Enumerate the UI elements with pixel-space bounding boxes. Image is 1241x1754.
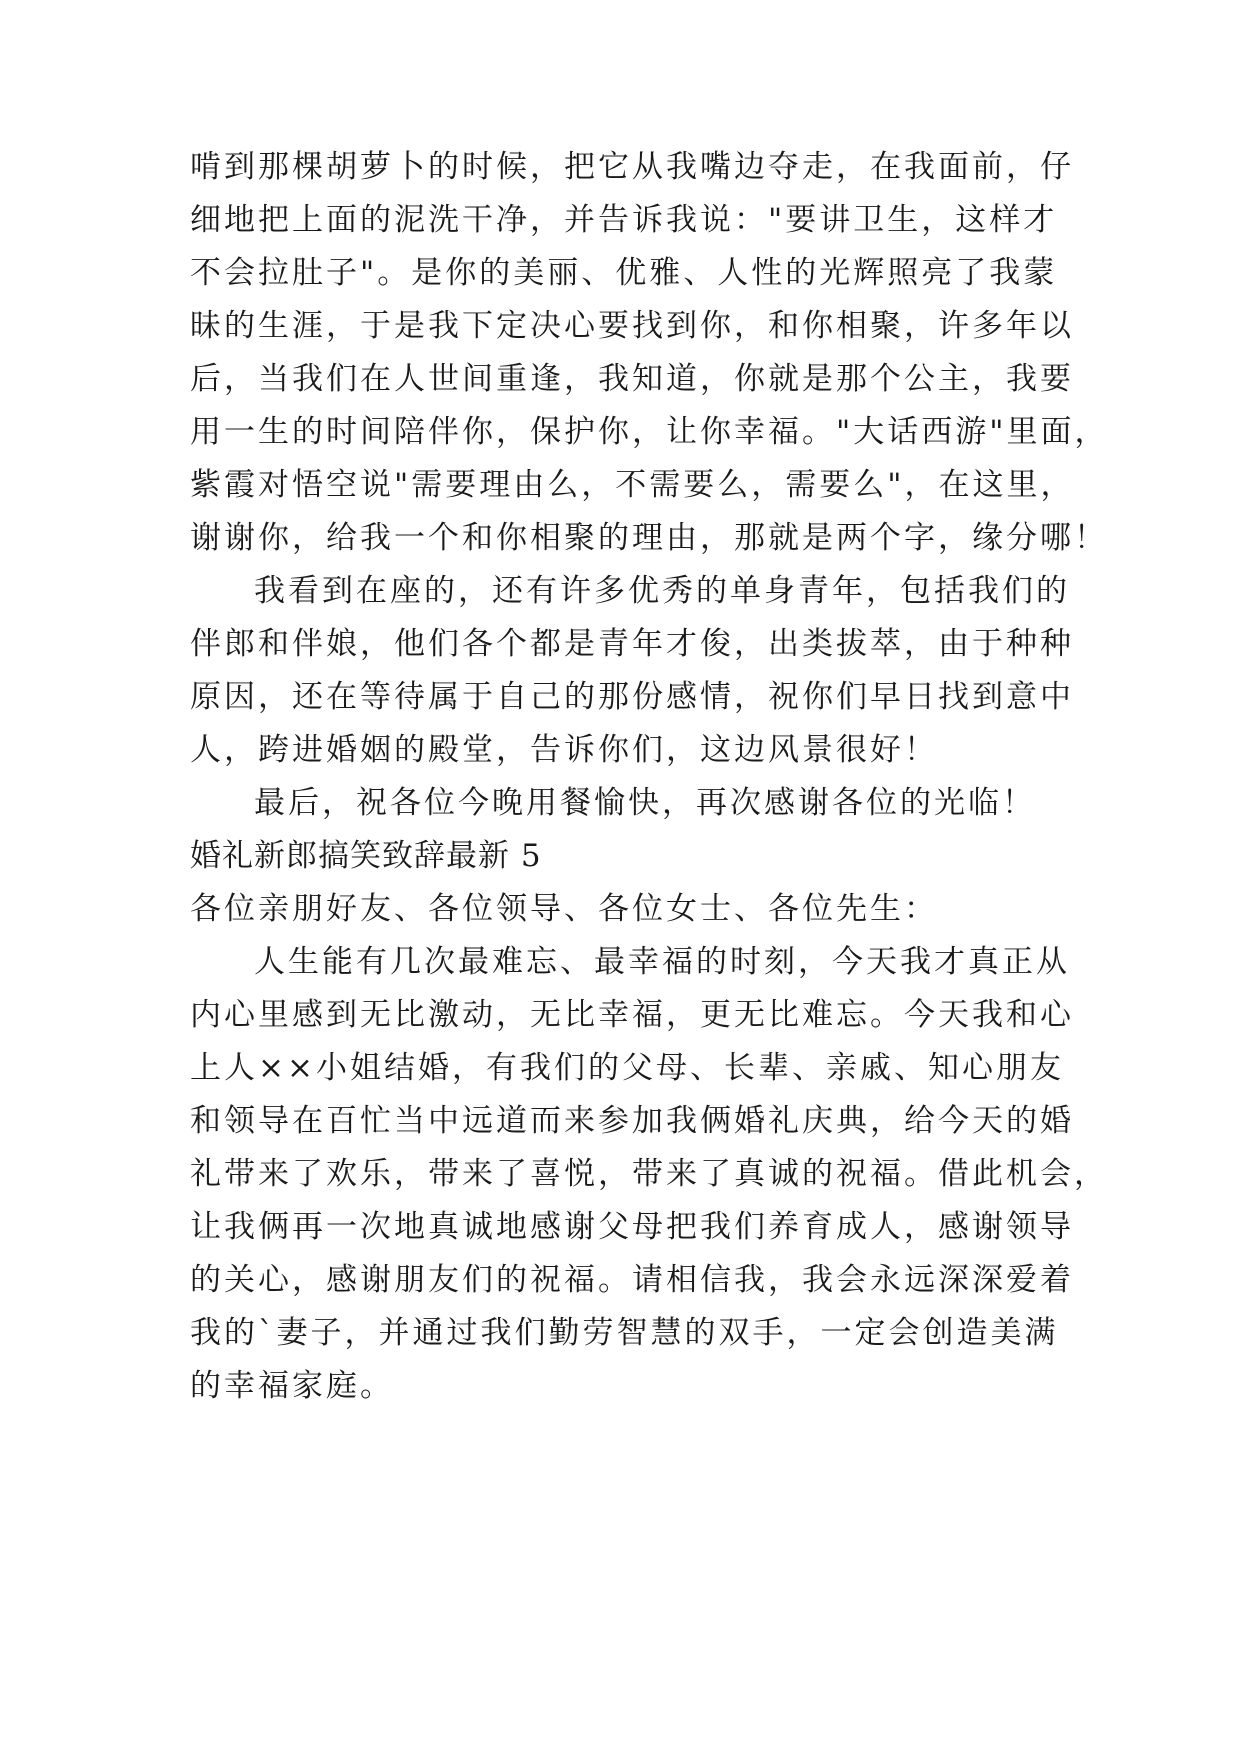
paragraph-line: 的幸福家庭。	[190, 1368, 394, 1404]
paragraph-line: 最后，祝各位今晚用餐愉快，再次感谢各位的光临！	[254, 785, 1036, 821]
paragraph-line: 我看到在座的，还有许多优秀的单身青年，包括我们的	[254, 573, 1070, 609]
paragraph-line: 用一生的时间陪伴你，保护你，让你幸福。"大话西游"里面，	[190, 414, 1109, 450]
paragraph-line: 不会拉肚子"。是你的美丽、优雅、人性的光辉照亮了我蒙	[190, 255, 1058, 291]
salutation-line: 各位亲朋好友、各位领导、各位女士、各位先生：	[190, 891, 938, 927]
paragraph-line: 人，跨进婚姻的殿堂，告诉你们，这边风景很好！	[190, 732, 938, 768]
paragraph-line: 细地把上面的泥洗干净，并告诉我说："要讲卫生，这样才	[190, 202, 1058, 238]
paragraph-line: 人生能有几次最难忘、最幸福的时刻，今天我才真正从	[254, 944, 1070, 980]
paragraph-line: 的关心，感谢朋友们的祝福。请相信我，我会永远深深爱着	[190, 1262, 1074, 1298]
paragraph-line: 谢谢你，给我一个和你相聚的理由，那就是两个字，缘分哪！	[190, 520, 1108, 556]
paragraph-line: 昧的生涯，于是我下定决心要找到你，和你相聚，许多年以	[190, 308, 1074, 344]
paragraph-line: 礼带来了欢乐，带来了喜悦，带来了真诚的祝福。借此机会，	[190, 1156, 1108, 1192]
paragraph-line: 后，当我们在人世间重逢，我知道，你就是那个公主，我要	[190, 361, 1074, 397]
paragraph-line: 我的`妻子，并通过我们勤劳智慧的双手，一定会创造美满	[190, 1315, 1059, 1351]
paragraph-line: 伴郎和伴娘，他们各个都是青年才俊，出类拔萃，由于种种	[190, 626, 1074, 662]
paragraph-line: 让我俩再一次地真诚地感谢父母把我们养育成人，感谢领导	[190, 1209, 1074, 1245]
paragraph-line: 啃到那棵胡萝卜的时候，把它从我嘴边夺走，在我面前，仔	[190, 149, 1074, 185]
section-heading: 婚礼新郎搞笑致辞最新 5	[190, 838, 542, 874]
paragraph-line: 内心里感到无比激动，无比幸福，更无比难忘。今天我和心	[190, 997, 1074, 1033]
paragraph-line: 原因，还在等待属于自己的那份感情，祝你们早日找到意中	[190, 679, 1074, 715]
paragraph-line: 紫霞对悟空说"需要理由么，不需要么，需要么"，在这里，	[190, 467, 1075, 503]
paragraph-line: 上人××小姐结婚，有我们的父母、长辈、亲戚、知心朋友	[190, 1050, 1064, 1086]
paragraph-line: 和领导在百忙当中远道而来参加我俩婚礼庆典，给今天的婚	[190, 1103, 1074, 1139]
